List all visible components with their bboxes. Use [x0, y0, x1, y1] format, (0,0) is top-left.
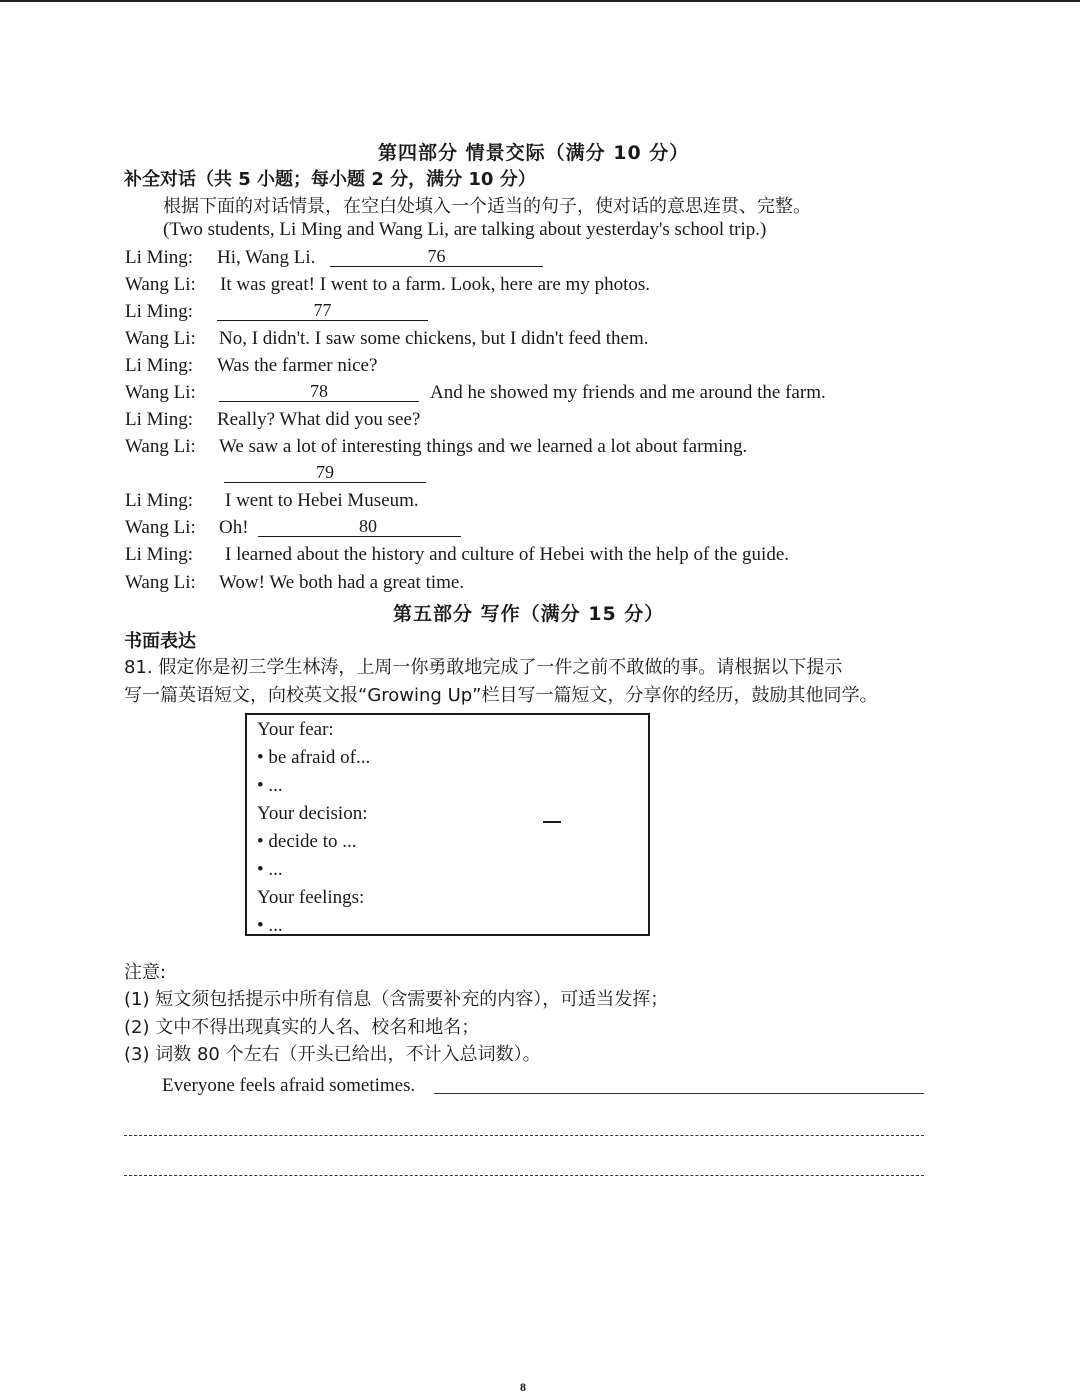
dialogue-text: Oh!: [219, 517, 249, 538]
blank-number: 79: [316, 462, 334, 482]
fear-bullet: • be afraid of...: [257, 747, 371, 768]
dialogue-text: Wow! We both had a great time.: [219, 572, 465, 593]
dialogue-speaker: Li Ming:: [125, 301, 194, 322]
decision-bullet: • decide to ...: [257, 831, 357, 852]
dialogue-text: Really? What did you see?: [217, 409, 421, 430]
blank-number: 80: [359, 516, 377, 536]
dialogue-text: No, I didn't. I saw some chickens, but I didn't feed them.: [219, 328, 649, 349]
part4-context: (Two students, Li Ming and Wang Li, are talking about yesterday's school trip.): [163, 219, 767, 240]
dialogue-speaker: Li Ming:: [125, 490, 194, 511]
dialogue-speaker: Wang Li:: [125, 517, 196, 538]
notes-heading: 注意:: [124, 962, 167, 983]
dialogue-speaker: Wang Li:: [125, 436, 196, 457]
dialogue-speaker: Li Ming:: [125, 409, 194, 430]
part5-prompt-line2: 写一篇英语短文，向校英文报“Growing Up”栏目写一篇短文，分享你的经历，鼓励其他同学。: [124, 685, 878, 706]
dialogue-text: Hi, Wang Li.: [217, 247, 316, 268]
page-top-border: [0, 0, 1080, 2]
part4-subtitle: 补全对话（共 5 小题；每小题 2 分，满分 10 分）: [124, 169, 536, 190]
dialogue-text: And he showed my friends and me around the farm.: [430, 382, 826, 403]
dialogue-speaker: Li Ming:: [125, 355, 194, 376]
decision-heading: Your decision:: [257, 803, 368, 824]
part5-prompt-line1: 81. 假定你是初三学生林涛，上周一你勇敢地完成了一件之前不敢做的事。请根据以下提示: [124, 657, 843, 678]
fear-bullet: • ...: [257, 775, 283, 796]
part4-instruction: 根据下面的对话情景，在空白处填入一个适当的句子，使对话的意思连贯、完整。: [163, 196, 811, 217]
dialogue-text: I learned about the history and culture of Hebei with the help of the guide.: [225, 544, 790, 565]
dialogue-text: We saw a lot of interesting things and we learned a lot about farming.: [219, 436, 748, 457]
essay-opening: Everyone feels afraid sometimes.: [162, 1075, 416, 1096]
writing-line[interactable]: [124, 1175, 924, 1176]
note-item: (2) 文中不得出现真实的人名、校名和地名；: [124, 1017, 480, 1038]
page-number: 8: [520, 1380, 526, 1394]
dialogue-speaker: Li Ming:: [125, 247, 194, 268]
writing-prompt-box: [245, 713, 650, 936]
part5-title: 第五部分 写作（满分 15 分）: [393, 603, 665, 625]
blank-number: 78: [310, 381, 328, 401]
fear-heading: Your fear:: [257, 719, 334, 740]
writing-line[interactable]: [434, 1093, 924, 1094]
dialogue-speaker: Wang Li:: [125, 572, 196, 593]
blank-number: 76: [427, 246, 446, 266]
dialogue-text: Was the farmer nice?: [217, 355, 378, 376]
dialogue-text: I went to Hebei Museum.: [225, 490, 419, 511]
part5-subtitle: 书面表达: [124, 631, 196, 652]
part4-title: 第四部分 情景交际（满分 10 分）: [378, 142, 690, 164]
feelings-bullet: • ...: [257, 915, 283, 936]
feelings-heading: Your feelings:: [257, 887, 365, 908]
dialogue-text: It was great! I went to a farm. Look, here are my photos.: [220, 274, 650, 295]
writing-line[interactable]: [124, 1135, 924, 1136]
stray-dash-mark: [543, 821, 561, 823]
decision-bullet: • ...: [257, 859, 283, 880]
note-item: (1) 短文须包括提示中所有信息（含需要补充的内容），可适当发挥；: [124, 989, 669, 1010]
note-item: (3) 词数 80 个左右（开头已给出，不计入总词数）。: [124, 1044, 541, 1065]
blank-number: 77: [313, 300, 332, 320]
dialogue-speaker: Li Ming:: [125, 544, 194, 565]
dialogue-speaker: Wang Li:: [125, 274, 196, 295]
dialogue-speaker: Wang Li:: [125, 382, 196, 403]
dialogue-speaker: Wang Li:: [125, 328, 196, 349]
